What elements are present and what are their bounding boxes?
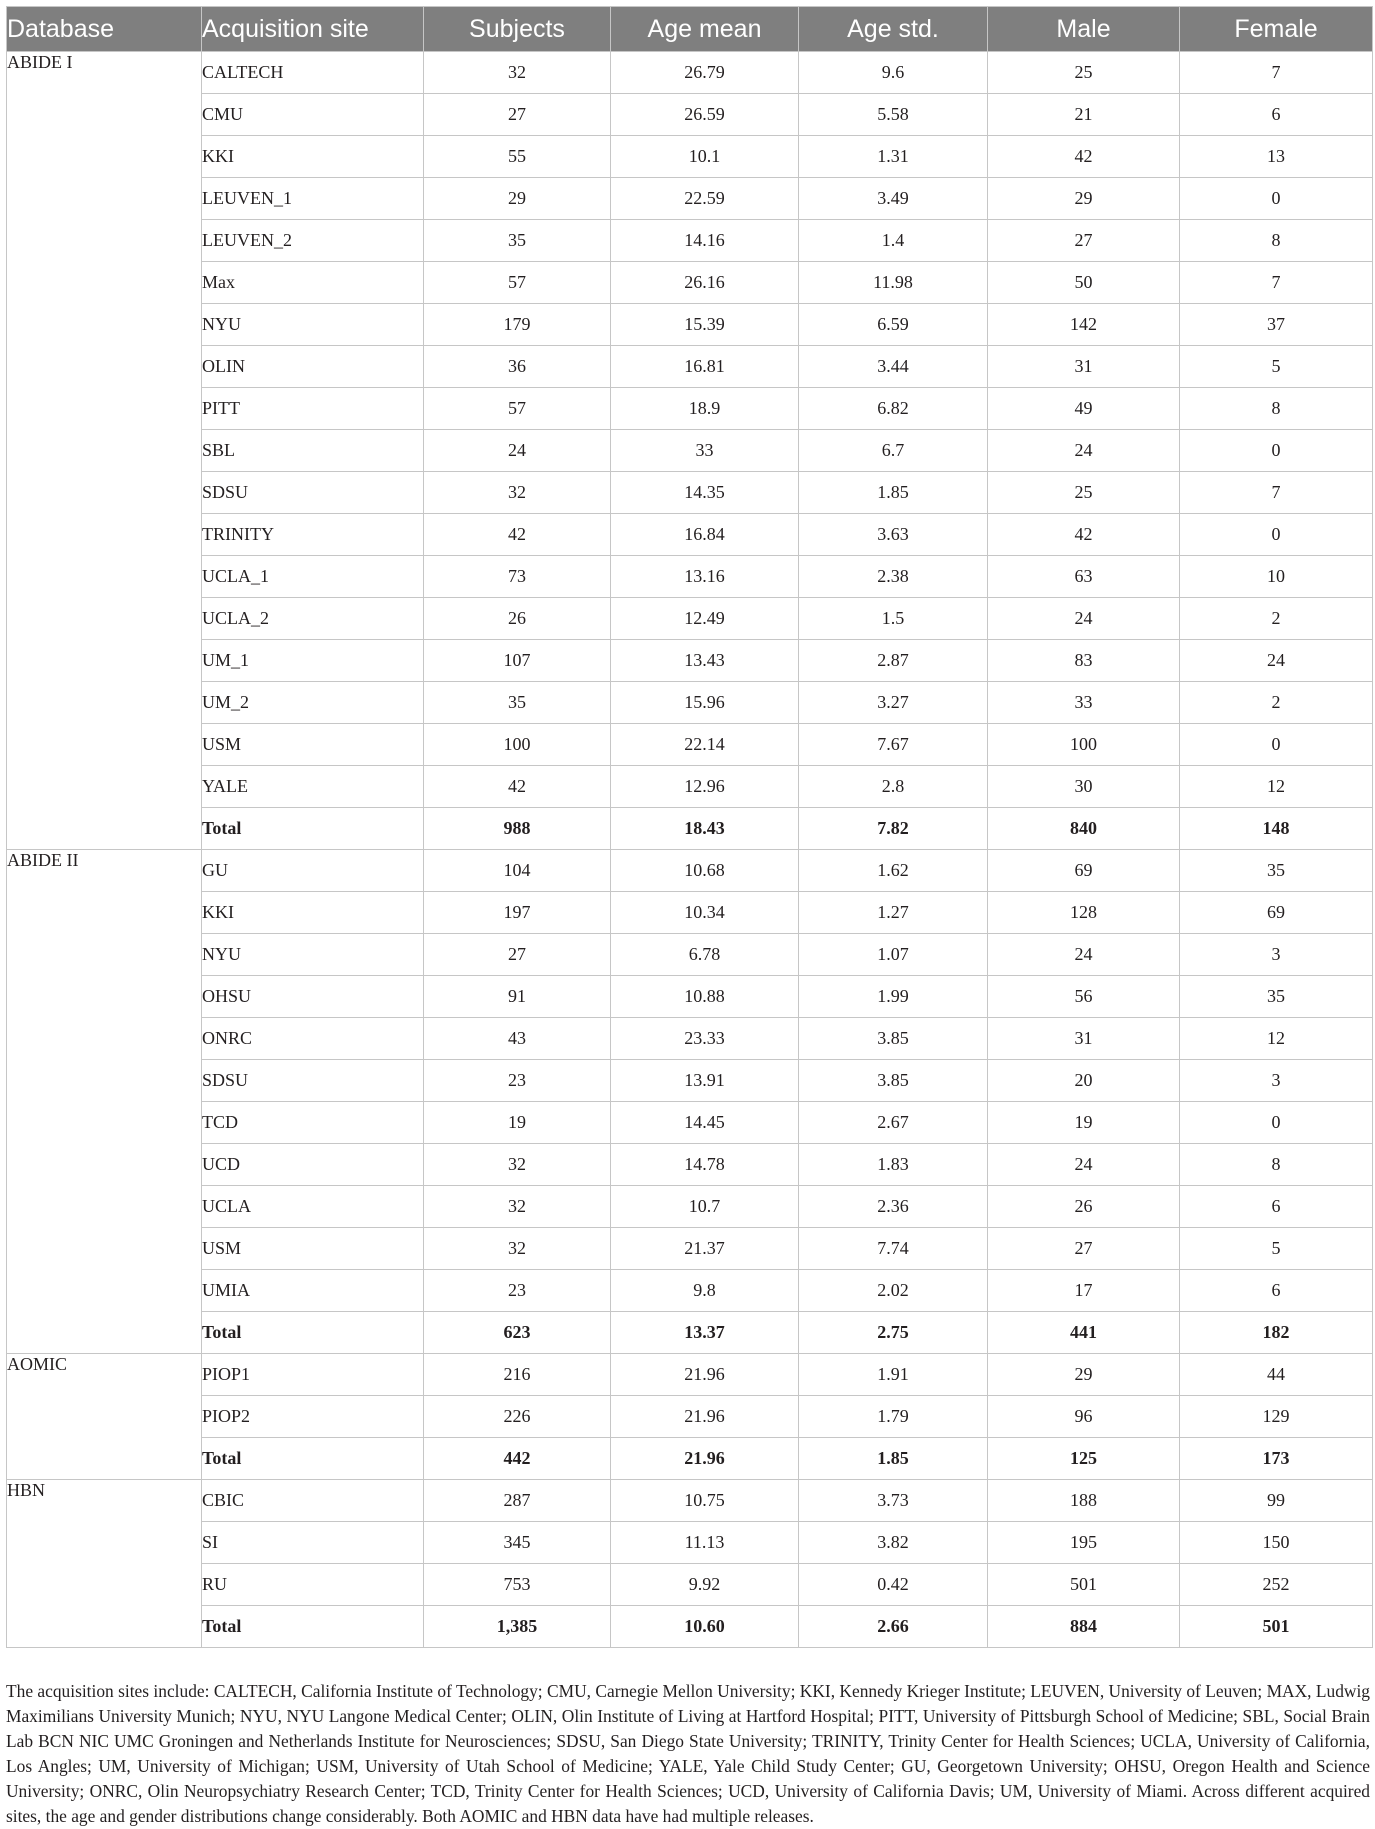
table-row: [7, 514, 1373, 556]
subjects-cell: 32: [424, 1186, 611, 1228]
col-header-age-std: Age std.: [799, 7, 988, 52]
male-cell: 49: [988, 388, 1180, 430]
age-std-cell: 11.98: [799, 262, 988, 304]
site-cell: PIOP1: [202, 1354, 424, 1396]
age-mean-cell: 6.78: [611, 934, 799, 976]
table-row: [7, 1102, 1373, 1144]
age-mean-cell: 21.96: [611, 1396, 799, 1438]
male-cell: 83: [988, 640, 1180, 682]
table-row: [7, 1186, 1373, 1228]
age-mean-cell: 23.33: [611, 1018, 799, 1060]
age-std-cell: 3.82: [799, 1522, 988, 1564]
age-std-cell: 1.79: [799, 1396, 988, 1438]
age-mean-cell: 13.16: [611, 556, 799, 598]
site-cell: NYU: [202, 934, 424, 976]
site-cell: LEUVEN_1: [202, 178, 424, 220]
subjects-cell: 42: [424, 514, 611, 556]
site-cell: KKI: [202, 892, 424, 934]
age-mean-cell: 21.96: [611, 1438, 799, 1480]
subjects-cell: 42: [424, 766, 611, 808]
male-cell: 125: [988, 1438, 1180, 1480]
table-row: [7, 1060, 1373, 1102]
site-cell: OHSU: [202, 976, 424, 1018]
subjects-cell: 1,385: [424, 1606, 611, 1648]
subjects-cell: 226: [424, 1396, 611, 1438]
male-cell: 29: [988, 1354, 1180, 1396]
age-mean-cell: 21.96: [611, 1354, 799, 1396]
age-mean-cell: 10.1: [611, 136, 799, 178]
male-cell: 501: [988, 1564, 1180, 1606]
subjects-cell: 442: [424, 1438, 611, 1480]
site-cell: ONRC: [202, 1018, 424, 1060]
age-std-cell: 3.49: [799, 178, 988, 220]
subjects-cell: 27: [424, 94, 611, 136]
table-body: [7, 52, 1373, 1648]
age-std-cell: 7.67: [799, 724, 988, 766]
site-cell: UM_2: [202, 682, 424, 724]
male-cell: 441: [988, 1312, 1180, 1354]
female-cell: 148: [1180, 808, 1373, 850]
database-cell: HBN: [7, 1480, 202, 1648]
subjects-cell: 27: [424, 934, 611, 976]
table-row: [7, 1522, 1373, 1564]
female-cell: 99: [1180, 1480, 1373, 1522]
site-cell: RU: [202, 1564, 424, 1606]
male-cell: 31: [988, 1018, 1180, 1060]
female-cell: 6: [1180, 94, 1373, 136]
age-std-cell: 3.27: [799, 682, 988, 724]
age-mean-cell: 15.39: [611, 304, 799, 346]
col-header-male: Male: [988, 7, 1180, 52]
site-cell: OLIN: [202, 346, 424, 388]
age-mean-cell: 10.88: [611, 976, 799, 1018]
age-std-cell: 6.82: [799, 388, 988, 430]
age-mean-cell: 10.34: [611, 892, 799, 934]
table-row: [7, 598, 1373, 640]
table-row: [7, 178, 1373, 220]
subjects-cell: 35: [424, 220, 611, 262]
age-mean-cell: 26.79: [611, 52, 799, 94]
subjects-cell: 24: [424, 430, 611, 472]
age-mean-cell: 11.13: [611, 1522, 799, 1564]
table-row: [7, 556, 1373, 598]
table-row: [7, 346, 1373, 388]
subjects-cell: 32: [424, 1228, 611, 1270]
age-mean-cell: 15.96: [611, 682, 799, 724]
table-total-row: [7, 1438, 1373, 1480]
age-mean-cell: 14.45: [611, 1102, 799, 1144]
subjects-cell: 216: [424, 1354, 611, 1396]
age-std-cell: 3.85: [799, 1018, 988, 1060]
age-mean-cell: 12.49: [611, 598, 799, 640]
site-cell: SDSU: [202, 1060, 424, 1102]
table-row: [7, 1480, 1373, 1522]
dataset-table: [6, 6, 1373, 1648]
subjects-cell: 32: [424, 52, 611, 94]
table-row: [7, 682, 1373, 724]
age-mean-cell: 22.14: [611, 724, 799, 766]
female-cell: 2: [1180, 598, 1373, 640]
subjects-cell: 23: [424, 1060, 611, 1102]
male-cell: 21: [988, 94, 1180, 136]
age-std-cell: 1.99: [799, 976, 988, 1018]
subjects-cell: 36: [424, 346, 611, 388]
subjects-cell: 23: [424, 1270, 611, 1312]
age-std-cell: 0.42: [799, 1564, 988, 1606]
subjects-cell: 104: [424, 850, 611, 892]
site-cell: TCD: [202, 1102, 424, 1144]
age-mean-cell: 14.35: [611, 472, 799, 514]
age-mean-cell: 22.59: [611, 178, 799, 220]
age-mean-cell: 14.16: [611, 220, 799, 262]
age-std-cell: 1.83: [799, 1144, 988, 1186]
age-mean-cell: 10.7: [611, 1186, 799, 1228]
subjects-cell: 73: [424, 556, 611, 598]
age-std-cell: 5.58: [799, 94, 988, 136]
site-cell: USM: [202, 724, 424, 766]
subjects-cell: 35: [424, 682, 611, 724]
table-row: [7, 472, 1373, 514]
site-cell: UCLA_2: [202, 598, 424, 640]
age-mean-cell: 13.43: [611, 640, 799, 682]
male-cell: 30: [988, 766, 1180, 808]
table-row: [7, 262, 1373, 304]
age-std-cell: 1.85: [799, 472, 988, 514]
age-std-cell: 1.62: [799, 850, 988, 892]
male-cell: 128: [988, 892, 1180, 934]
table-row: [7, 892, 1373, 934]
table-row: [7, 52, 1373, 94]
database-cell: ABIDE II: [7, 850, 202, 1354]
table-row: [7, 388, 1373, 430]
site-cell: LEUVEN_2: [202, 220, 424, 262]
subjects-cell: 623: [424, 1312, 611, 1354]
age-mean-cell: 10.75: [611, 1480, 799, 1522]
male-cell: 17: [988, 1270, 1180, 1312]
site-cell: UCLA_1: [202, 556, 424, 598]
age-mean-cell: 16.84: [611, 514, 799, 556]
subjects-cell: 57: [424, 388, 611, 430]
male-cell: 24: [988, 430, 1180, 472]
subjects-cell: 753: [424, 1564, 611, 1606]
female-cell: 8: [1180, 1144, 1373, 1186]
female-cell: 5: [1180, 1228, 1373, 1270]
table-row: [7, 430, 1373, 472]
subjects-cell: 19: [424, 1102, 611, 1144]
female-cell: 252: [1180, 1564, 1373, 1606]
table-row: [7, 220, 1373, 262]
female-cell: 37: [1180, 304, 1373, 346]
female-cell: 0: [1180, 1102, 1373, 1144]
total-label-cell: Total: [202, 808, 424, 850]
male-cell: 19: [988, 1102, 1180, 1144]
female-cell: 173: [1180, 1438, 1373, 1480]
site-cell: YALE: [202, 766, 424, 808]
age-mean-cell: 13.91: [611, 1060, 799, 1102]
site-cell: KKI: [202, 136, 424, 178]
age-std-cell: 1.4: [799, 220, 988, 262]
table-row: [7, 724, 1373, 766]
age-std-cell: 2.02: [799, 1270, 988, 1312]
age-mean-cell: 10.68: [611, 850, 799, 892]
table-row: [7, 1564, 1373, 1606]
age-mean-cell: 33: [611, 430, 799, 472]
age-std-cell: 3.85: [799, 1060, 988, 1102]
female-cell: 12: [1180, 1018, 1373, 1060]
site-cell: PITT: [202, 388, 424, 430]
age-std-cell: 2.8: [799, 766, 988, 808]
age-mean-cell: 12.96: [611, 766, 799, 808]
table-total-row: [7, 1312, 1373, 1354]
database-cell: ABIDE I: [7, 52, 202, 850]
subjects-cell: 43: [424, 1018, 611, 1060]
age-std-cell: 9.6: [799, 52, 988, 94]
total-label-cell: Total: [202, 1312, 424, 1354]
male-cell: 25: [988, 52, 1180, 94]
female-cell: 6: [1180, 1270, 1373, 1312]
female-cell: 44: [1180, 1354, 1373, 1396]
site-cell: SBL: [202, 430, 424, 472]
female-cell: 2: [1180, 682, 1373, 724]
table-row: [7, 1228, 1373, 1270]
site-cell: Max: [202, 262, 424, 304]
col-header-female: Female: [1180, 7, 1373, 52]
female-cell: 10: [1180, 556, 1373, 598]
male-cell: 884: [988, 1606, 1180, 1648]
female-cell: 501: [1180, 1606, 1373, 1648]
age-std-cell: 6.59: [799, 304, 988, 346]
age-std-cell: 1.31: [799, 136, 988, 178]
subjects-cell: 988: [424, 808, 611, 850]
age-mean-cell: 26.16: [611, 262, 799, 304]
male-cell: 33: [988, 682, 1180, 724]
table-row: [7, 304, 1373, 346]
table-row: [7, 640, 1373, 682]
site-cell: SDSU: [202, 472, 424, 514]
table-row: [7, 136, 1373, 178]
female-cell: 24: [1180, 640, 1373, 682]
subjects-cell: 107: [424, 640, 611, 682]
age-mean-cell: 18.9: [611, 388, 799, 430]
subjects-cell: 57: [424, 262, 611, 304]
total-label-cell: Total: [202, 1606, 424, 1648]
age-mean-cell: 13.37: [611, 1312, 799, 1354]
site-cell: UCD: [202, 1144, 424, 1186]
subjects-cell: 29: [424, 178, 611, 220]
age-std-cell: 7.82: [799, 808, 988, 850]
female-cell: 8: [1180, 388, 1373, 430]
age-std-cell: 2.38: [799, 556, 988, 598]
age-std-cell: 3.63: [799, 514, 988, 556]
female-cell: 0: [1180, 430, 1373, 472]
female-cell: 3: [1180, 1060, 1373, 1102]
age-std-cell: 7.74: [799, 1228, 988, 1270]
age-mean-cell: 18.43: [611, 808, 799, 850]
total-label-cell: Total: [202, 1438, 424, 1480]
site-cell: UM_1: [202, 640, 424, 682]
male-cell: 25: [988, 472, 1180, 514]
table-footnote: The acquisition sites include: CALTECH, California Institute of Technology; CMU, Carnegie Mellon University; KKI, Kennedy Krieger Institute; LEUVEN, University of Leuven; MAX, Ludwig Maximilians University Munich; NYU, NYU Langone Medical Center; OLIN, Olin Institute of Living at Hartford Hospital; PITT, University of Pittsburgh School of Medicine; SBL, Social Brain Lab BCN NIC UMC Groningen and Netherlands Institute for Neurosciences; SDSU, San Diego State University; TRINITY, Trinity Center for Health Sciences; UCLA, University of California, Los Angles; UM, University of Michigan; USM, University of Utah School of Medicine; YALE, Yale Child Study Center; GU, Georgetown University; OHSU, Oregon Health and Science University; ONRC, Olin Neuropsychiatry Research Center; TCD, Trinity Center for Health Sciences; UCD, University of California Davis; UM, University of Miami. Across different acquired sites, the age and gender distributions change considerably. Both AOMIC and HBN data have had multiple releases.: [6, 1681, 1370, 1827]
age-std-cell: 2.75: [799, 1312, 988, 1354]
age-std-cell: 1.5: [799, 598, 988, 640]
table-row: [7, 976, 1373, 1018]
age-std-cell: 1.91: [799, 1354, 988, 1396]
female-cell: 3: [1180, 934, 1373, 976]
female-cell: 13: [1180, 136, 1373, 178]
male-cell: 24: [988, 598, 1180, 640]
female-cell: 6: [1180, 1186, 1373, 1228]
female-cell: 35: [1180, 976, 1373, 1018]
female-cell: 150: [1180, 1522, 1373, 1564]
age-std-cell: 1.27: [799, 892, 988, 934]
male-cell: 27: [988, 1228, 1180, 1270]
table-total-row: [7, 808, 1373, 850]
age-mean-cell: 26.59: [611, 94, 799, 136]
col-header-age-mean: Age mean: [611, 7, 799, 52]
male-cell: 63: [988, 556, 1180, 598]
subjects-cell: 91: [424, 976, 611, 1018]
age-std-cell: 2.67: [799, 1102, 988, 1144]
table-row: [7, 934, 1373, 976]
age-std-cell: 3.73: [799, 1480, 988, 1522]
female-cell: 69: [1180, 892, 1373, 934]
female-cell: 0: [1180, 514, 1373, 556]
female-cell: 8: [1180, 220, 1373, 262]
age-mean-cell: 9.92: [611, 1564, 799, 1606]
subjects-cell: 100: [424, 724, 611, 766]
site-cell: SI: [202, 1522, 424, 1564]
age-std-cell: 3.44: [799, 346, 988, 388]
male-cell: 20: [988, 1060, 1180, 1102]
col-header-subjects: Subjects: [424, 7, 611, 52]
male-cell: 27: [988, 220, 1180, 262]
subjects-cell: 287: [424, 1480, 611, 1522]
male-cell: 69: [988, 850, 1180, 892]
female-cell: 182: [1180, 1312, 1373, 1354]
male-cell: 26: [988, 1186, 1180, 1228]
age-mean-cell: 16.81: [611, 346, 799, 388]
age-std-cell: 2.87: [799, 640, 988, 682]
table-total-row: [7, 1606, 1373, 1648]
female-cell: 129: [1180, 1396, 1373, 1438]
site-cell: NYU: [202, 304, 424, 346]
site-cell: GU: [202, 850, 424, 892]
site-cell: PIOP2: [202, 1396, 424, 1438]
male-cell: 24: [988, 934, 1180, 976]
subjects-cell: 26: [424, 598, 611, 640]
subjects-cell: 179: [424, 304, 611, 346]
table-row: [7, 766, 1373, 808]
female-cell: 0: [1180, 724, 1373, 766]
table-row: [7, 850, 1373, 892]
age-std-cell: 6.7: [799, 430, 988, 472]
female-cell: 7: [1180, 52, 1373, 94]
male-cell: 195: [988, 1522, 1180, 1564]
site-cell: USM: [202, 1228, 424, 1270]
site-cell: CMU: [202, 94, 424, 136]
site-cell: UCLA: [202, 1186, 424, 1228]
male-cell: 142: [988, 304, 1180, 346]
age-mean-cell: 10.60: [611, 1606, 799, 1648]
female-cell: 7: [1180, 472, 1373, 514]
site-cell: UMIA: [202, 1270, 424, 1312]
male-cell: 96: [988, 1396, 1180, 1438]
age-std-cell: 1.07: [799, 934, 988, 976]
age-mean-cell: 14.78: [611, 1144, 799, 1186]
header-row: [7, 7, 1373, 52]
female-cell: 12: [1180, 766, 1373, 808]
age-mean-cell: 21.37: [611, 1228, 799, 1270]
male-cell: 29: [988, 178, 1180, 220]
site-cell: CBIC: [202, 1480, 424, 1522]
male-cell: 31: [988, 346, 1180, 388]
table-row: [7, 1396, 1373, 1438]
female-cell: 5: [1180, 346, 1373, 388]
age-std-cell: 2.36: [799, 1186, 988, 1228]
table-row: [7, 1018, 1373, 1060]
female-cell: 7: [1180, 262, 1373, 304]
female-cell: 0: [1180, 178, 1373, 220]
site-cell: CALTECH: [202, 52, 424, 94]
subjects-cell: 32: [424, 1144, 611, 1186]
male-cell: 42: [988, 514, 1180, 556]
age-std-cell: 2.66: [799, 1606, 988, 1648]
male-cell: 100: [988, 724, 1180, 766]
table-row: [7, 94, 1373, 136]
male-cell: 42: [988, 136, 1180, 178]
table-row: [7, 1270, 1373, 1312]
database-cell: AOMIC: [7, 1354, 202, 1480]
subjects-cell: 345: [424, 1522, 611, 1564]
col-header-database: Database: [7, 7, 202, 52]
male-cell: 50: [988, 262, 1180, 304]
male-cell: 188: [988, 1480, 1180, 1522]
table-row: [7, 1354, 1373, 1396]
subjects-cell: 197: [424, 892, 611, 934]
female-cell: 35: [1180, 850, 1373, 892]
male-cell: 840: [988, 808, 1180, 850]
age-mean-cell: 9.8: [611, 1270, 799, 1312]
male-cell: 24: [988, 1144, 1180, 1186]
col-header-acquisition-site: Acquisition site: [202, 7, 424, 52]
male-cell: 56: [988, 976, 1180, 1018]
age-std-cell: 1.85: [799, 1438, 988, 1480]
subjects-cell: 32: [424, 472, 611, 514]
table-row: [7, 1144, 1373, 1186]
subjects-cell: 55: [424, 136, 611, 178]
site-cell: TRINITY: [202, 514, 424, 556]
